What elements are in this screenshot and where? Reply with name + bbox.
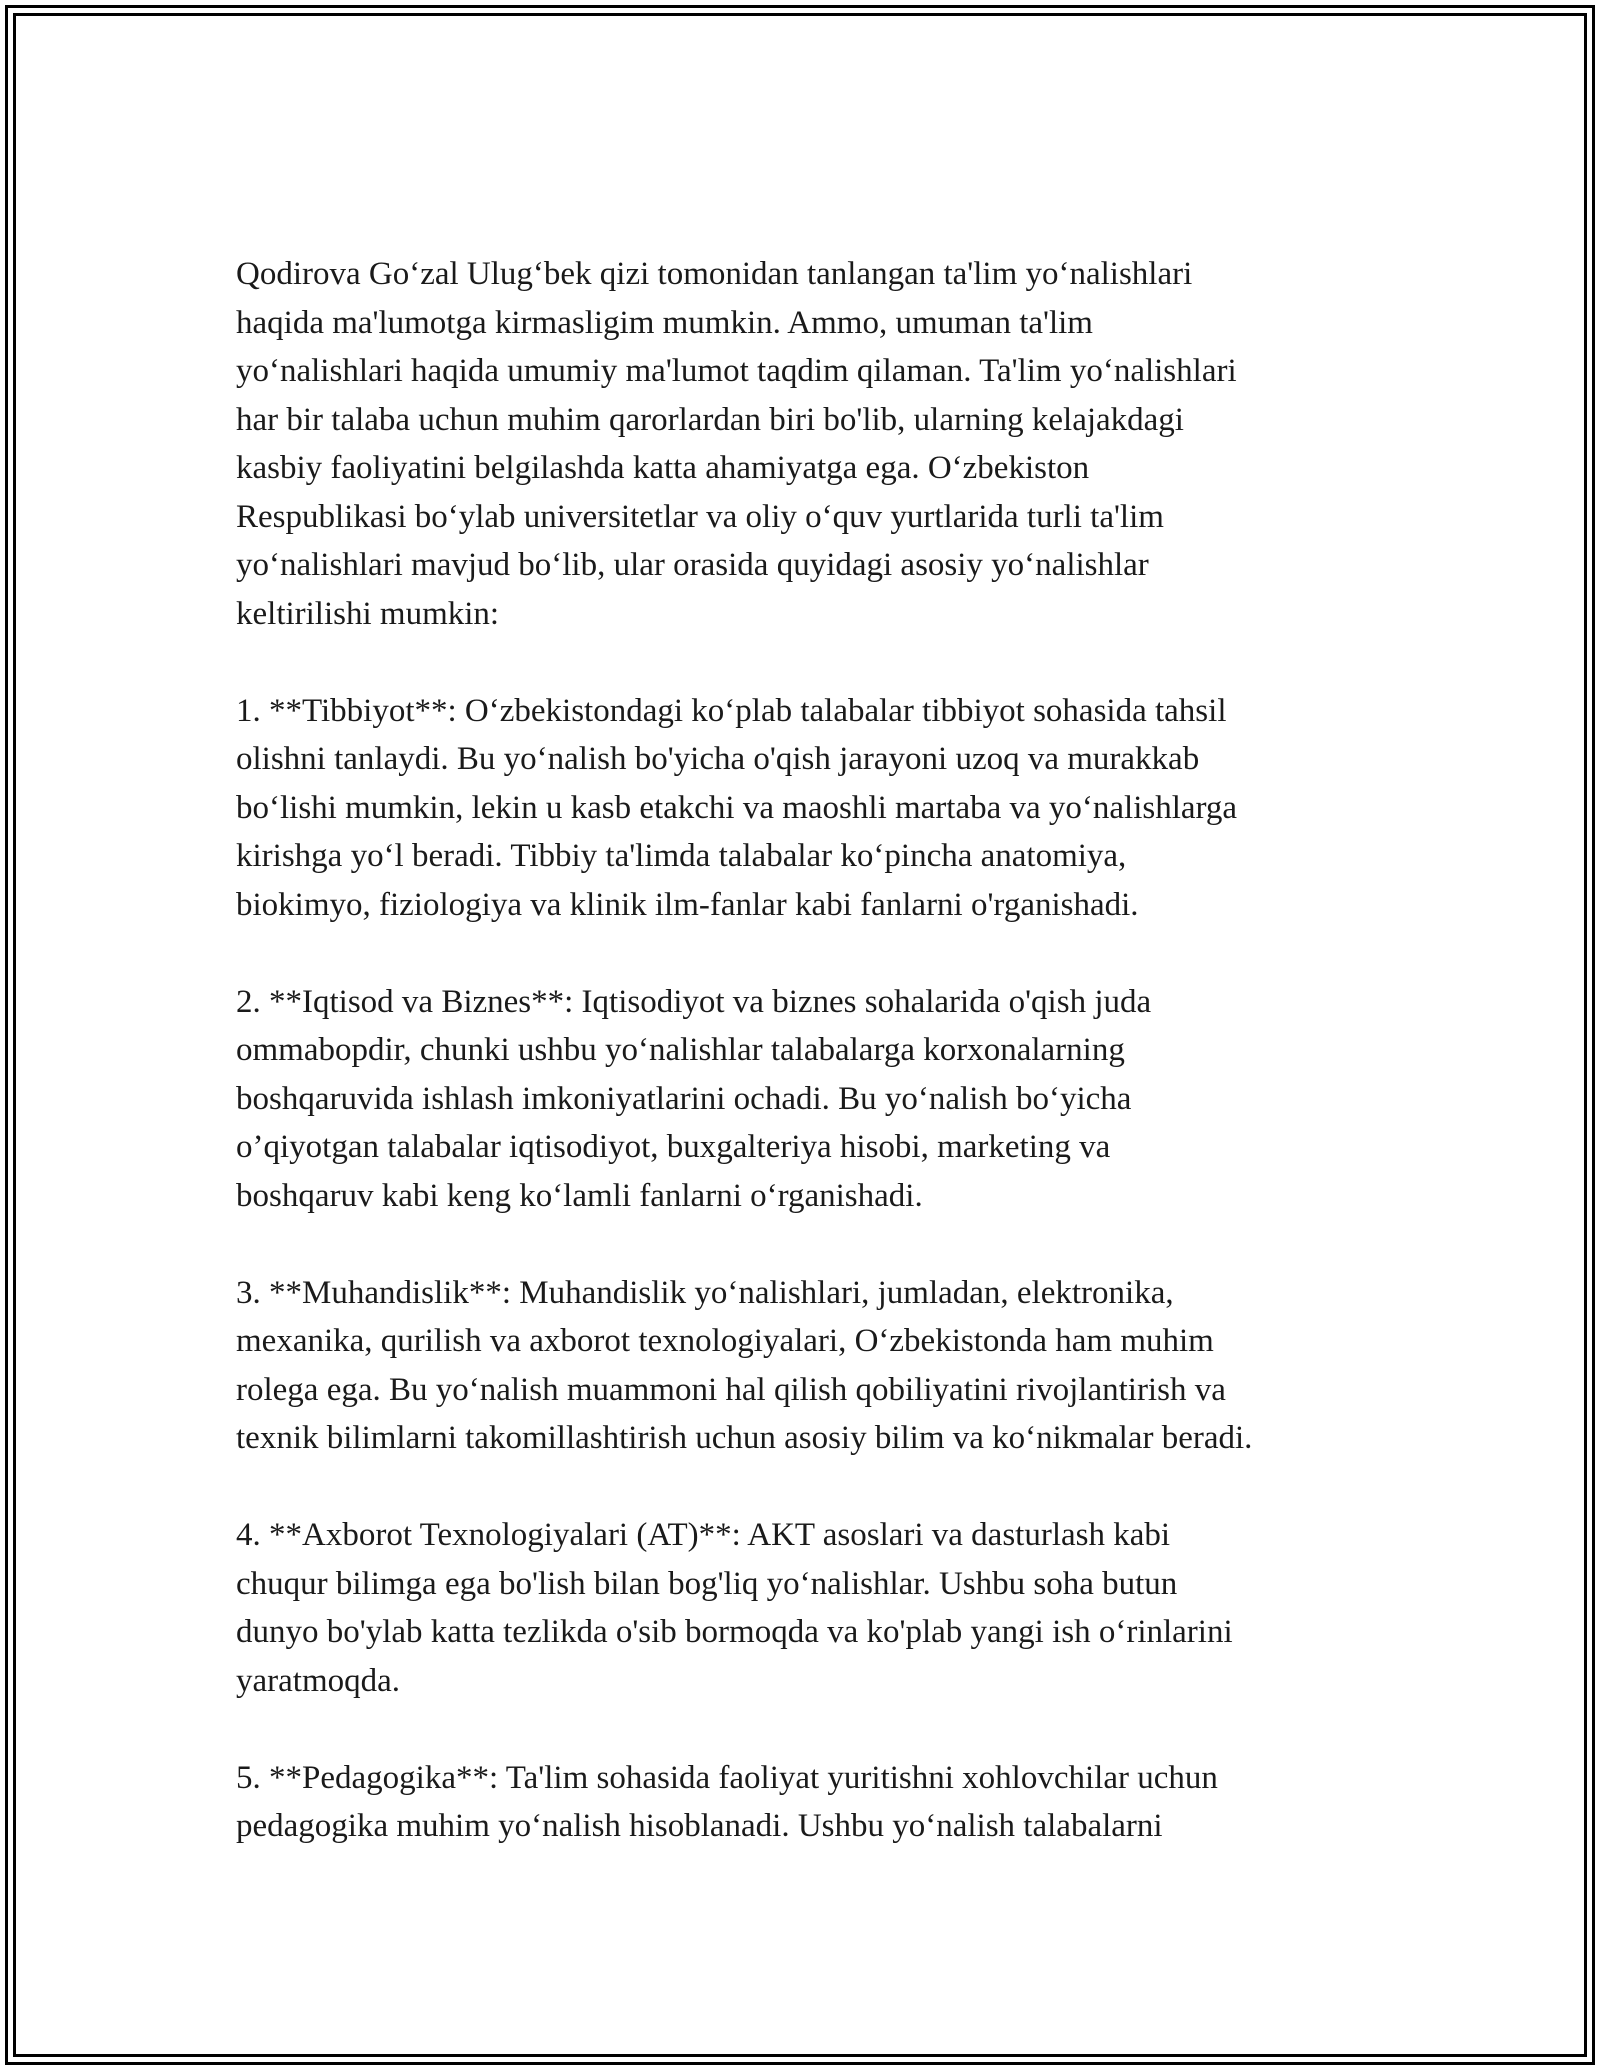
text-line: 1. **Tibbiyot**: O‘zbekistondagi ko‘plab talabalar tibbiyot sohasida tahsil [236, 692, 1227, 729]
text-line: Qodirova Go‘zal Ulug‘bek qizi tomonidan tanlangan ta'lim yo‘nalishlari [236, 256, 1193, 292]
list-item-axborot-texnologiyalari [236, 1511, 1386, 1705]
text-line: kasbiy faoliyatini belgilashda katta ahamiyatga ega. O‘zbekiston [236, 450, 1090, 486]
text-line: yo‘nalishlari mavjud bo‘lib, ular orasida quyidagi asosiy yo‘nalishlar [236, 547, 1149, 583]
text-line: 3. **Muhandislik**: Muhandislik yo‘nalishlari, jumladan, elektronika, [236, 1274, 1174, 1311]
text-line: mexanika, qurilish va axborot texnologiyalari, O‘zbekistonda ham muhim [236, 1323, 1214, 1359]
text-line: bo‘lishi mumkin, lekin u kasb etakchi va maoshli martaba va yo‘nalishlarga [236, 789, 1238, 826]
text-line: Respublikasi bo‘ylab universitetlar va oliy o‘quv yurtlarida turli ta'lim [236, 498, 1164, 535]
list-item-pedagogika [236, 1754, 1386, 1851]
text-line: 4. **Axborot Texnologiyalari (AT)**: AKT asoslari va dasturlash kabi [236, 1517, 1171, 1553]
intro-paragraph [236, 250, 1386, 638]
text-line: olishni tanlaydi. Bu yo‘nalish bo'yicha o'qish jarayoni uzoq va murakkab [236, 741, 1200, 777]
text-line: boshqaruv kabi keng ko‘lamli fanlarni o‘rganishadi. [236, 1177, 923, 1214]
document-body [236, 250, 1386, 1851]
text-line: 5. **Pedagogika**: Ta'lim sohasida faoliyat yuritishni xohlovchilar uchun [236, 1759, 1218, 1796]
text-line: rolega ega. Bu yo‘nalish muammoni hal qilish qobiliyatini rivojlantirish va [236, 1371, 1226, 1408]
text-line: yaratmoqda. [236, 1662, 401, 1699]
list-item-tibbiyot [236, 687, 1386, 930]
list-item-iqtisod-biznes [236, 978, 1386, 1221]
text-line: 2. **Iqtisod va Biznes**: Iqtisodiyot va biznes sohalarida o'qish juda [236, 983, 1152, 1020]
text-line: ommabopdir, chunki ushbu yo‘nalishlar talabalarga korxonalarning [236, 1032, 1125, 1068]
text-line: biokimyo, fiziologiya va klinik ilm-fanlar kabi fanlarni o'rganishadi. [236, 886, 1139, 923]
list-item-muhandislik [236, 1269, 1386, 1463]
text-line: keltirilishi mumkin: [236, 595, 500, 632]
text-line: yo‘nalishlari haqida umumiy ma'lumot taqdim qilaman. Ta'lim yo‘nalishlari [236, 353, 1237, 389]
text-line: boshqaruvida ishlash imkoniyatlarini ochadi. Bu yo‘nalish bo‘yicha [236, 1080, 1132, 1117]
text-line: kirishga yo‘l beradi. Tibbiy ta'limda talabalar ko‘pincha anatomiya, [236, 838, 1127, 874]
text-line: o’qiyotgan talabalar iqtisodiyot, buxgalteriya hisobi, marketing va [236, 1129, 1111, 1165]
text-line: dunyo bo'ylab katta tezlikda o'sib bormoqda va ko'plab yangi ish o‘rinlarini [236, 1614, 1233, 1650]
text-line: har bir talaba uchun muhim qarorlardan biri bo'lib, ularning kelajakdagi [236, 401, 1184, 438]
text-line: pedagogika muhim yo‘nalish hisoblanadi. Ushbu yo‘nalish talabalarni [236, 1808, 1163, 1844]
text-line: chuqur bilimga ega bo'lish bilan bog'liq yo‘nalishlar. Ushbu soha butun [236, 1565, 1178, 1602]
text-line: texnik bilimlarni takomillashtirish uchun asosiy bilim va ko‘nikmalar beradi. [236, 1420, 1253, 1456]
text-line: haqida ma'lumotga kirmasligim mumkin. Ammo, umuman ta'lim [236, 304, 1093, 341]
